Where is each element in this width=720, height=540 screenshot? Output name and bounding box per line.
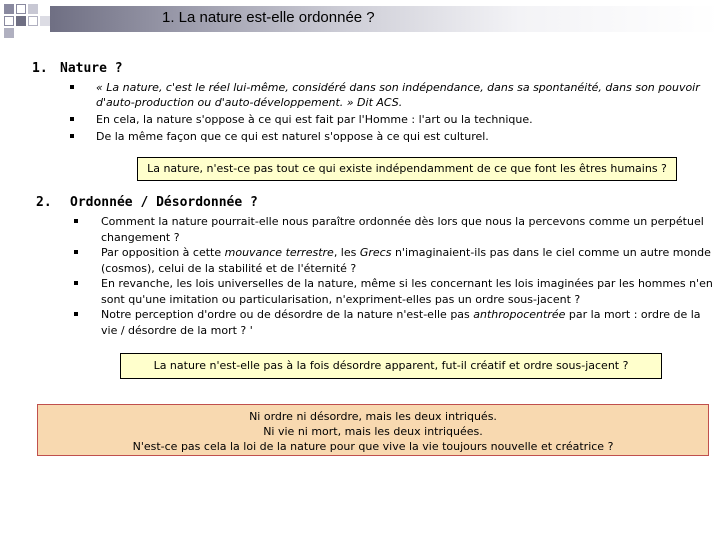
bullet-icon <box>74 281 78 285</box>
page-title: 1. La nature est-elle ordonnée ? <box>162 9 375 26</box>
list-item: En revanche, les lois universelles de la nature, même si les concernant les lois imaginées par les hommes n'en sont qu'une imitation ou particularisation, n'expriment-elles pas un ordre sous-jacent ? <box>101 276 715 307</box>
bullet-icon <box>70 85 74 89</box>
bullet-icon <box>74 312 78 316</box>
section2-heading: Ordonnée / Désordonnée ? <box>70 195 258 210</box>
section1-heading: Nature ? <box>60 61 123 76</box>
bullet-icon <box>70 117 74 121</box>
section1-question-box: La nature, n'est-ce pas tout ce qui existe indépendamment de ce que font les êtres humains ? <box>137 157 677 181</box>
section1-bullet-list <box>96 80 706 144</box>
list-item: Comment la nature pourrait-elle nous paraître ordonnée dès lors que nous la percevons comme un perpétuel changement ? <box>101 214 715 245</box>
list-item: Notre perception d'ordre ou de désordre de la nature n'est-elle pas anthropocentrée par la mort : ordre de la vie / désordre de la mort ? ' <box>101 307 715 338</box>
bullet-icon <box>70 134 74 138</box>
list-item: En cela, la nature s'oppose à ce qui est fait par l'Homme : l'art ou la technique. <box>96 112 706 127</box>
title-bar <box>50 6 720 32</box>
section2-number: 2. <box>36 195 52 210</box>
list-item: « La nature, c'est le réel lui-même, considéré dans son indépendance, dans sa spontanéité, dans son pouvoir d'auto-production ou d'auto-développement. » Dit ACS. <box>96 80 706 110</box>
bullet-icon <box>74 250 78 254</box>
section1-number: 1. <box>32 61 48 76</box>
list-item: Par opposition à cette mouvance terrestre, les Grecs n'imaginaient-ils pas dans le ciel comme un autre monde (cosmos), celui de la stabilité et de l'éternité ? <box>101 245 715 276</box>
conclusion-line-2: Ni vie ni mort, mais les deux intriquées. <box>263 425 483 438</box>
list-item: De la même façon que ce qui est naturel s'oppose à ce qui est culturel. <box>96 129 706 144</box>
conclusion-line-1: Ni ordre ni désordre, mais les deux intriqués. <box>249 410 497 423</box>
conclusion-box <box>37 404 709 456</box>
bullet-icon <box>74 219 78 223</box>
section2-bullet-list <box>101 214 715 338</box>
conclusion-line-3: N'est-ce pas cela la loi de la nature pour que vive la vie toujours nouvelle et créatrice ? <box>132 440 614 453</box>
section2-question-box: La nature n'est-elle pas à la fois désordre apparent, fut-il créatif et ordre sous-jacent ? <box>120 353 662 379</box>
